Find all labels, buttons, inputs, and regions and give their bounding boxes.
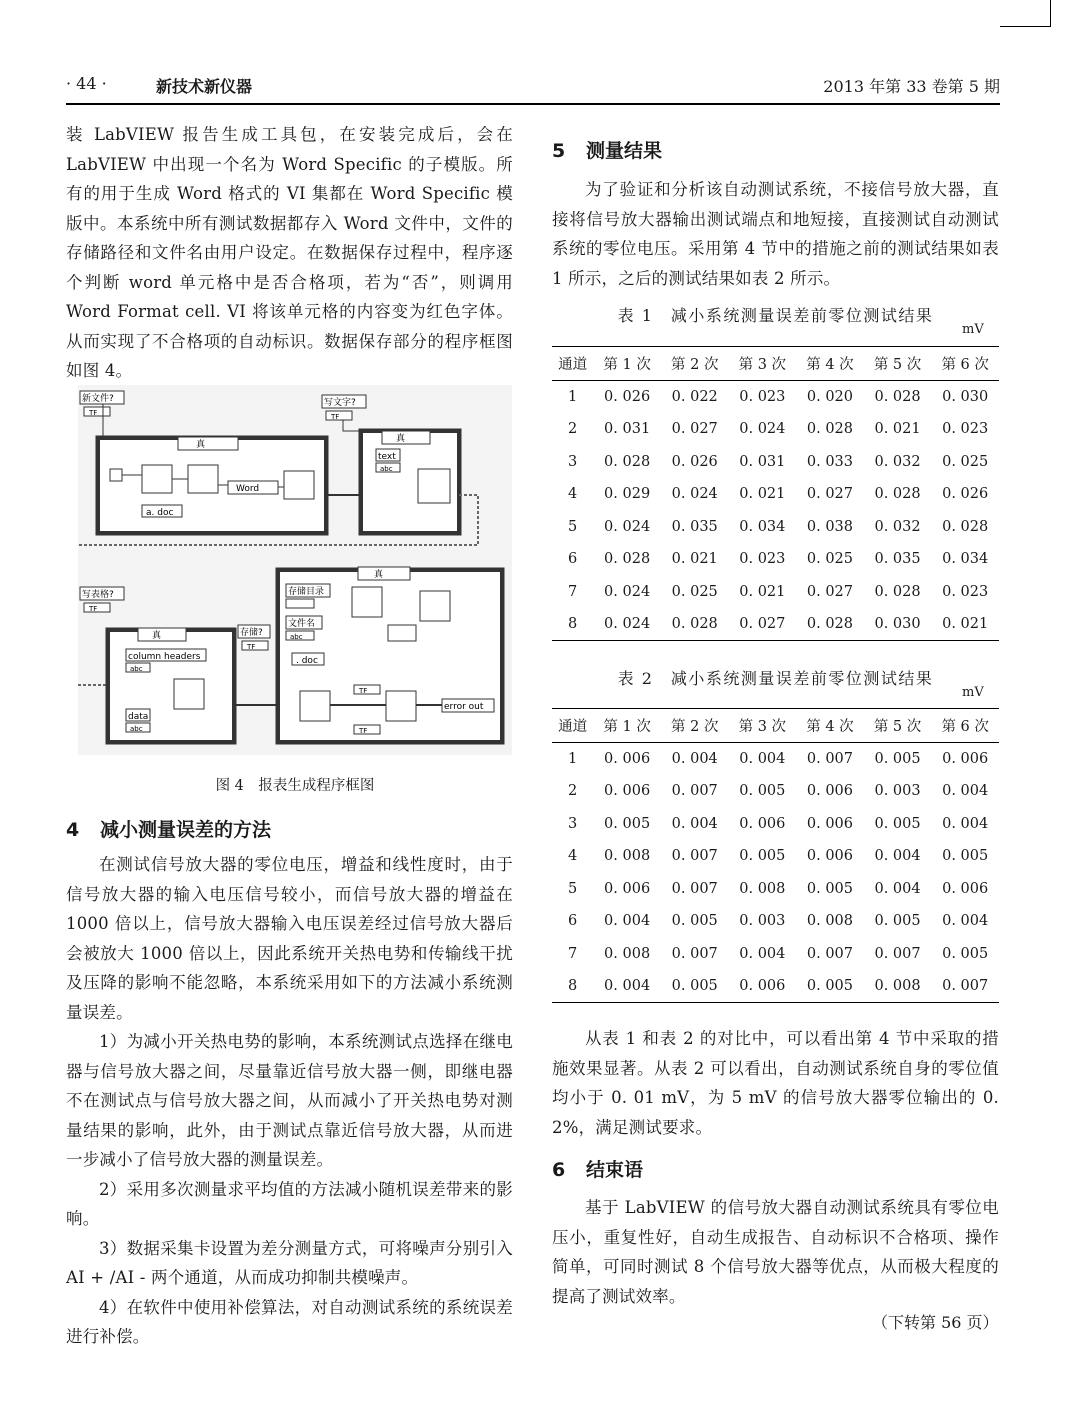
table-header-row (552, 709, 999, 743)
table-cell: 0. 007 (671, 945, 718, 962)
table-cell: 0. 023 (942, 421, 989, 438)
label-file-name: 文件名 (288, 619, 316, 629)
table-row (552, 775, 999, 808)
table-cell: 0. 021 (739, 486, 786, 503)
svg-text:a. doc: a. doc (146, 508, 174, 518)
label-error-out: error out (444, 702, 484, 712)
table-row (552, 840, 999, 873)
svg-text:abc: abc (130, 725, 143, 733)
table-cell: 0. 008 (604, 945, 651, 962)
table-cell: 0. 025 (942, 453, 989, 470)
table-cell: 0. 004 (671, 751, 718, 767)
table-cell: 0. 007 (806, 751, 853, 767)
table-cell: 0. 003 (874, 783, 921, 800)
case-label-4: 真 (374, 570, 384, 580)
table-cell: 0. 005 (604, 815, 651, 832)
intro-text: 装 LabVIEW 报告生成工具包，在安装完成后，会在 LabVIEW 中出现一个名为 Word Specific 的子模版。所有的用于生成 Word 格式的 VI 集都在 Word Specific 模版中。本系统中所有测试数据都存入 Word 文件中，文件的存储路径和文件名由用户设定。在数据保存过程中，程序逐个判断 word 单元格中是否合格项，若为“否”，则调用 Word Format cell. VI 将该单元格的内容变为红色字体。从而实现了不合格项的自动标识。数据保存部分的程序框图如图 4。 (66, 125, 513, 380)
table-cell: 0. 007 (671, 783, 718, 800)
case-label-3: 真 (152, 631, 162, 641)
table-row (552, 938, 999, 971)
table-row (552, 511, 999, 544)
case-label-1: 真 (196, 440, 206, 450)
table-cell: 5 (568, 518, 578, 535)
table-row (552, 970, 999, 1003)
table-cell: 0. 023 (739, 551, 786, 568)
journal-name: 新技术新仪器 (156, 77, 253, 96)
table-row (552, 905, 999, 938)
table-cell: 4 (568, 848, 578, 865)
svg-text:TF: TF (247, 643, 256, 651)
table-cell: 0. 006 (604, 880, 651, 897)
table-cell: 0. 024 (593, 608, 661, 641)
running-header (66, 74, 1000, 100)
intro-paragraph (66, 120, 513, 386)
table-cell: 0. 027 (671, 421, 718, 438)
column-header: 通道 (552, 347, 593, 381)
crop-mark (1000, 26, 1051, 27)
column-header: 第 2 次 (661, 347, 729, 381)
table-cell: 0. 004 (874, 848, 921, 865)
table-cell: 0. 007 (671, 880, 718, 897)
table-cell: 0. 024 (739, 421, 786, 438)
table-cell: 8 (552, 608, 593, 641)
table-cell: 0. 033 (806, 453, 853, 470)
svg-text:TF: TF (359, 727, 368, 735)
table-cell: 0. 029 (604, 486, 651, 503)
column-header: 第 4 次 (796, 709, 864, 743)
table-cell: 0. 035 (671, 518, 718, 535)
column-header: 第 5 次 (864, 347, 932, 381)
table-row (552, 743, 999, 776)
table-cell: 0. 027 (729, 608, 797, 641)
table-cell: 7 (568, 945, 578, 962)
table-cell: 0. 005 (661, 970, 729, 1003)
table-cell: 0. 006 (942, 880, 989, 897)
table-2-unit: mV (962, 685, 984, 700)
column-header: 第 1 次 (593, 347, 661, 381)
table-cell: 0. 003 (739, 913, 786, 930)
table-cell: 0. 005 (739, 848, 786, 865)
table-1-caption: 表 1 减小系统测量误差前零位测试结果 (617, 306, 934, 325)
table-cell: 0. 008 (739, 880, 786, 897)
table-cell: 3 (568, 815, 578, 832)
table-header-row (552, 347, 999, 381)
table-cell: 0. 030 (864, 608, 932, 641)
table-cell: 1 (568, 389, 578, 405)
table-cell: 0. 028 (874, 486, 921, 503)
svg-text:TF: TF (89, 605, 98, 613)
section-6-body: 基于 LabVIEW 的信号放大器自动测试系统具有零位电压小，重复性好，自动生成报告、自动标识不合格项、操作简单，可同时测试 8 个信号放大器等优点，从而极大程度的提高了测试效率。 (552, 1198, 999, 1306)
table-cell: 0. 006 (806, 848, 853, 865)
column-header: 第 2 次 (661, 709, 729, 743)
table-cell: 0. 028 (604, 453, 651, 470)
table-cell: 0. 007 (931, 970, 999, 1003)
table-row (552, 608, 999, 641)
table-cell: 0. 005 (942, 848, 989, 865)
table-cell: 0. 004 (874, 880, 921, 897)
table-cell: 0. 004 (942, 913, 989, 930)
svg-text:TF: TF (89, 409, 98, 417)
table-cell: 0. 026 (942, 486, 989, 503)
table-cell: 4 (568, 486, 578, 503)
table-row (552, 808, 999, 841)
svg-text:abc: abc (380, 465, 393, 473)
table-cell: 0. 006 (604, 751, 651, 767)
table-cell: 0. 026 (604, 389, 651, 405)
table-cell: 0. 021 (671, 551, 718, 568)
table-cell: 0. 024 (671, 486, 718, 503)
crop-mark (1050, 0, 1051, 26)
table-cell: 0. 008 (864, 970, 932, 1003)
issue-info: 2013 年第 33 卷第 5 期 (823, 77, 1000, 96)
table-cell: 0. 006 (729, 970, 797, 1003)
table-cell: 0. 008 (604, 848, 651, 865)
table-cell: 0. 004 (593, 970, 661, 1003)
column-header: 第 6 次 (931, 709, 999, 743)
table-cell: 0. 028 (874, 583, 921, 600)
column-header: 第 5 次 (864, 709, 932, 743)
table-cell: 6 (568, 551, 578, 568)
column-header: 第 3 次 (729, 347, 797, 381)
svg-text:TF: TF (331, 413, 340, 421)
table-row (552, 478, 999, 511)
table-cell: 0. 021 (931, 608, 999, 641)
table-cell: 0. 004 (604, 913, 651, 930)
label-save: 存储? (240, 628, 263, 638)
table-cell: 0. 007 (671, 848, 718, 865)
section-5-heading: 5 测量结果 (552, 140, 663, 162)
table-cell: 0. 030 (942, 389, 989, 405)
table-cell: 0. 004 (739, 751, 786, 767)
label-store-dir: 存储目录 (288, 587, 325, 597)
table-cell: 0. 005 (874, 913, 921, 930)
table-cell: 0. 006 (806, 815, 853, 832)
table-cell: 0. 028 (874, 389, 921, 405)
table-cell: 5 (568, 880, 578, 897)
table-cell: 3 (568, 453, 578, 470)
table-cell: 1 (568, 751, 578, 767)
page-number: · 44 · (66, 74, 107, 93)
table-row (552, 543, 999, 576)
label-write-table: 写表格? (82, 590, 114, 600)
block-diagram-figure (78, 385, 512, 755)
table-cell: 7 (568, 583, 578, 600)
table-cell: 0. 027 (806, 486, 853, 503)
table-1-unit: mV (962, 322, 984, 337)
table-row (552, 413, 999, 446)
table-cell: 0. 005 (739, 783, 786, 800)
table-cell: 0. 027 (806, 583, 853, 600)
svg-text:abc: abc (130, 665, 143, 673)
table-cell: 0. 022 (671, 389, 718, 405)
table-row (552, 446, 999, 479)
label-data: data (128, 712, 149, 722)
section-4-heading: 4 减小测量误差的方法 (66, 819, 272, 841)
table-cell: 0. 028 (796, 608, 864, 641)
table-cell: 0. 023 (739, 389, 786, 405)
table-cell: 2 (568, 421, 578, 438)
table-cell: 0. 006 (942, 751, 989, 767)
section-5-body: 为了验证和分析该自动测试系统，不接信号放大器，直接将信号放大器输出测试端点和地短接，直接测试自动测试系统的零位电压。采用第 4 节中的措施之前的测试结果如表 1 所示，之后的测试结果如表 2 所示。 (552, 180, 999, 288)
table-cell: 2 (568, 783, 578, 800)
table-cell: 0. 006 (604, 783, 651, 800)
table-cell: 8 (552, 970, 593, 1003)
table-cell: 0. 007 (874, 945, 921, 962)
label-column-headers: column headers (128, 652, 201, 662)
label-new-file: 新文件? (82, 394, 114, 404)
table-cell: 0. 004 (942, 815, 989, 832)
table-1 (552, 346, 999, 641)
word-enum: Word (236, 484, 260, 494)
table-cell: 0. 005 (874, 815, 921, 832)
table-cell: 0. 038 (806, 518, 853, 535)
svg-text:abc: abc (290, 633, 303, 641)
table-cell: 0. 021 (874, 421, 921, 438)
table-cell: 0. 004 (739, 945, 786, 962)
table-cell: 0. 028 (942, 518, 989, 535)
table-cell: 0. 023 (942, 583, 989, 600)
table-cell: 0. 031 (739, 453, 786, 470)
column-header: 第 1 次 (593, 709, 661, 743)
table-cell: 0. 005 (942, 945, 989, 962)
figure-caption: 图 4 报表生成程序框图 (215, 778, 375, 794)
table-cell: 0. 034 (942, 551, 989, 568)
table-cell: 0. 006 (739, 815, 786, 832)
table-cell: 0. 024 (604, 518, 651, 535)
table-cell: 0. 024 (604, 583, 651, 600)
table-cell: 0. 005 (874, 751, 921, 767)
column-header: 第 3 次 (729, 709, 797, 743)
table-cell: 0. 032 (874, 518, 921, 535)
table-cell: 0. 034 (739, 518, 786, 535)
results-discussion: 从表 1 和表 2 的对比中，可以看出第 4 节中采取的措施效果显著。从表 2 可以看出，自动测试系统自身的零位值均小于 0. 01 mV，为 5 mV 的信号放大器零位输出的 0. 2%，满足测试要求。 (552, 1029, 999, 1137)
column-header: 第 4 次 (796, 347, 864, 381)
column-header: 通道 (552, 709, 593, 743)
table-cell: 0. 006 (806, 783, 853, 800)
case-label-2: 真 (396, 434, 406, 444)
table-cell: 0. 007 (806, 945, 853, 962)
table-row (552, 381, 999, 414)
table-row (552, 873, 999, 906)
table-row (552, 576, 999, 609)
table-cell: 0. 028 (661, 608, 729, 641)
table-cell: 0. 008 (806, 913, 853, 930)
table-cell: 0. 020 (806, 389, 853, 405)
table-cell: 0. 004 (942, 783, 989, 800)
table-cell: 0. 005 (671, 913, 718, 930)
svg-text:. doc: . doc (296, 656, 318, 666)
table-cell: 0. 021 (739, 583, 786, 600)
table-cell: 0. 005 (806, 880, 853, 897)
header-rule (66, 103, 1000, 105)
table-2 (552, 708, 999, 1003)
table-cell: 0. 004 (671, 815, 718, 832)
table-cell: 0. 025 (806, 551, 853, 568)
table-cell: 0. 028 (806, 421, 853, 438)
label-text: text (378, 452, 396, 462)
svg-text:TF: TF (359, 687, 368, 695)
label-write-text: 写文字? (324, 398, 356, 408)
table-2-caption: 表 2 减小系统测量误差前零位测试结果 (617, 669, 934, 688)
table-cell: 0. 026 (671, 453, 718, 470)
section-4-body: 在测试信号放大器的零位电压，增益和线性度时，由于信号放大器的输入电压信号较小，而信号放大器的增益在 1000 倍以上，信号放大器输入电压误差经过信号放大器后会被放大 1000 倍以上，因此系统开关热电势和传输线干扰及压降的影响不能忽略，本系统采用如下的方法减小系统测量误差。 1）为减小开关热电势的影响，本系统测试点选择在继电器与信号放大器之间，尽量靠近信号放大器一侧，即继电器不在测试点与信号放大器之间，从而减小了开关热电势对测量结果的影响，此外，由于测试点靠近信号放大器，从而进一步减小了信号放大器的测量误差。 2）采用多次测量求平均值的方法减小随机误差带来的影响。 3）数据采集卡设置为差分测量方式，可将噪声分别引入 AI + /AI - 两个通道，从而成功抑制共模噪声。 4）在软件中使用补偿算法，对自动测试系统的系统误差进行补偿。 (66, 855, 513, 1346)
table-cell: 0. 035 (874, 551, 921, 568)
table-cell: 0. 025 (671, 583, 718, 600)
table-cell: 0. 031 (604, 421, 651, 438)
column-header: 第 6 次 (931, 347, 999, 381)
table-cell: 0. 005 (796, 970, 864, 1003)
continued-note: （下转第 56 页） (872, 1313, 999, 1332)
table-cell: 0. 032 (874, 453, 921, 470)
section-6-heading: 6 结束语 (552, 1159, 644, 1181)
table-cell: 0. 028 (604, 551, 651, 568)
table-cell: 6 (568, 913, 578, 930)
